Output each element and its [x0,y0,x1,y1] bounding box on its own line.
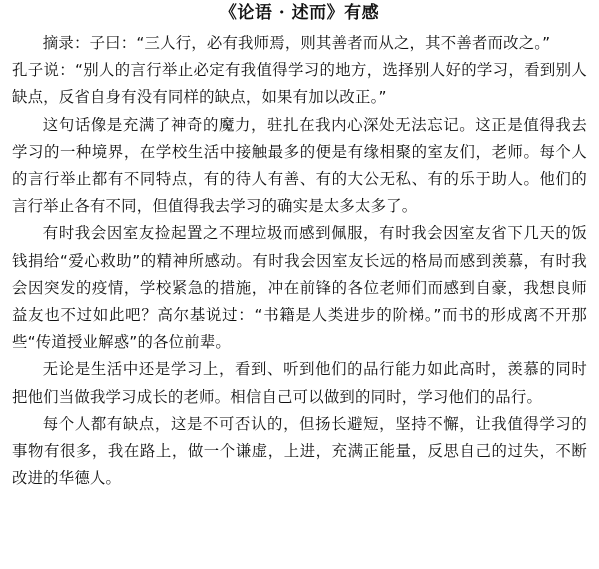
paragraph-learning: 无论是生活中还是学习上，看到、听到他们的品行能力如此高时，羡慕的同时把他们当做我学习成长的老师。相信自己可以做到的同时，学习他们的品行。 [12,360,587,406]
paragraph-excerpt: 摘录：子曰：“三人行，必有我师焉，则其善者而从之，其不善者而改之。” [42,34,551,52]
paragraph-reflection: 这句话像是充满了神奇的魔力，驻扎在我内心深处无法忘记。这正是值得我去学习的一种境界，在学校生活中接触最多的便是有缘相聚的室友们，老师。每个人的言行举止都有不同特点，有的待人有善、有的大公无私、有的乐于助人。他们的言行举止各有不同，但值得我去学习的确实是太多太多了。 [12,115,587,216]
paragraph-conclusion: 每个人都有缺点，这是不可否认的，但扬长避短，坚持不懈，让我值得学习的事物有很多，我在路上，做一个谦虚，上进，充满正能量，反思自己的过失，不断改进的华德人。 [12,414,587,488]
paragraph-roommates: 有时我会因室友捡起置之不理垃圾而感到佩服，有时我会因室友省下几天的饭钱捐给“爱心救助”的精神所感动。有时我会因室友长远的格局而感到羡慕，有时我会因突发的疫情，学校紧急的措施，冲在前锋的各位老师们而感到自豪，我想良师益友也不过如此吧？高尔基说过：“书籍是人类进步的阶梯。”而书的形成离不开那些“传道授业解惑”的各位前辈。 [12,224,587,352]
document-title: 《论语 · 述而》有感 [219,3,380,23]
paragraph-confucius-explanation: 孔子说：“别人的言行举止必定有我值得学习的地方，选择别人好的学习，看到别人缺点，反省自身有没有同样的缺点，如果有加以改正。” [12,61,587,107]
